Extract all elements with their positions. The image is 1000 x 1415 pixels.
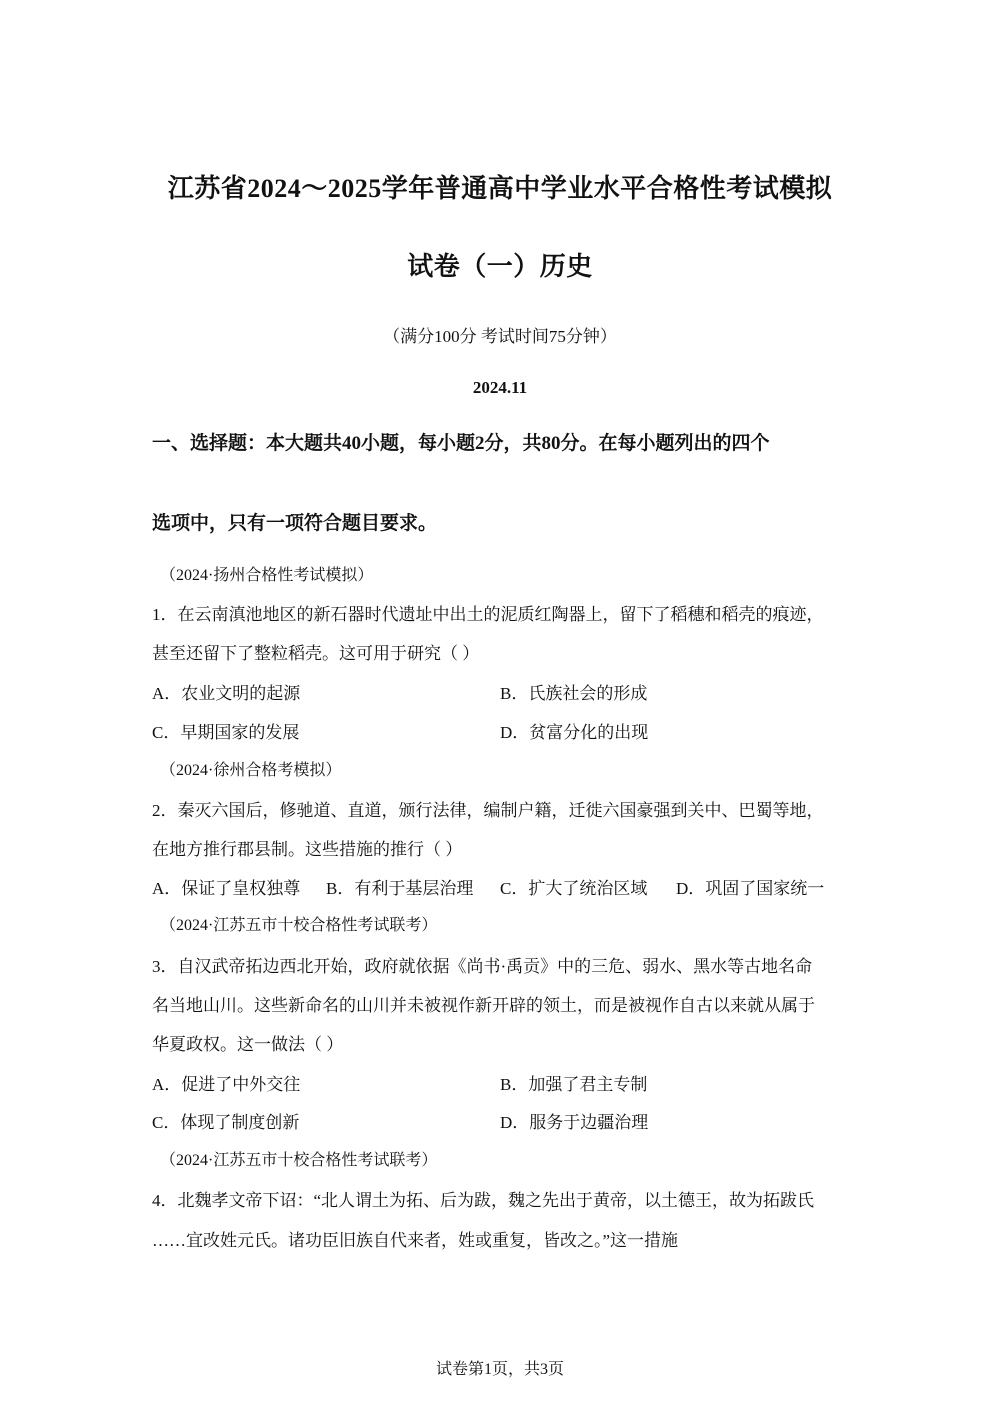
option-d: D．贫富分化的出现 <box>500 723 649 742</box>
option-b: B．有利于基层治理 <box>326 879 474 898</box>
question-source: （2024·江苏五市十校合格性考试联考） <box>160 917 438 934</box>
question-text-line: 甚至还留下了整粒稻壳。这可用于研究（ ） <box>152 644 480 663</box>
question-text-line: 华夏政权。这一做法（ ） <box>152 1035 344 1054</box>
exam-title-line-1: 江苏省2024～2025学年普通高中学业水平合格性考试模拟 <box>167 174 833 203</box>
question-text-line: 3．自汉武帝拓边西北开始，政府就依据《尚书·禹贡》中的三危、弱水、黑水等古地名命 <box>152 957 813 976</box>
option-d: D．巩固了国家统一 <box>676 879 825 898</box>
option-b: B．加强了君主专制 <box>500 1075 648 1094</box>
question-source: （2024·徐州合格考模拟） <box>160 762 342 779</box>
question-source: （2024·江苏五市十校合格性考试联考） <box>160 1152 438 1169</box>
option-a: A．保证了皇权独尊 <box>152 879 301 898</box>
exam-date: 2024.11 <box>472 378 528 397</box>
page-footer: 试卷第1页，共3页 <box>435 1361 564 1378</box>
section-heading-line-1: 一、选择题：本大题共40小题，每小题2分，共80分。在每小题列出的四个 <box>152 433 770 454</box>
option-c: C．早期国家的发展 <box>152 723 300 742</box>
option-b: B．氏族社会的形成 <box>500 684 648 703</box>
exam-info: （满分100分 考试时间75分钟） <box>383 327 617 346</box>
option-c: C．扩大了统治区域 <box>500 879 648 898</box>
question-text-line: 在地方推行郡县制。这些措施的推行（ ） <box>152 840 463 859</box>
question-text-line: 4．北魏孝文帝下诏：“北人谓土为拓、后为跋，魏之先出于黄帝，以土德王，故为拓跋氏 <box>152 1191 815 1210</box>
section-heading-line-2: 选项中，只有一项符合题目要求。 <box>152 513 438 534</box>
option-a: A．农业文明的起源 <box>152 684 301 703</box>
question-text-line: 2．秦灭六国后，修驰道、直道，颁行法律，编制户籍，迁徙六国豪强到关中、巴蜀等地， <box>152 801 824 820</box>
question-text-line: ……宜改姓元氏。诸功臣旧族自代来者，姓或重复，皆改之。”这一措施 <box>152 1231 679 1250</box>
option-a: A．促进了中外交往 <box>152 1075 301 1094</box>
question-text-line: 名当地山川。这些新命名的山川并未被视作新开辟的领土，而是被视作自古以来就从属于 <box>152 996 815 1015</box>
exam-title-line-2: 试卷（一）历史 <box>407 252 593 281</box>
question-text-line: 1．在云南滇池地区的新石器时代遗址中出土的泥质红陶器上，留下了稻穗和稻壳的痕迹， <box>152 605 824 624</box>
option-c: C．体现了制度创新 <box>152 1113 300 1132</box>
question-source: （2024·扬州合格性考试模拟） <box>160 567 374 584</box>
option-d: D．服务于边疆治理 <box>500 1113 649 1132</box>
